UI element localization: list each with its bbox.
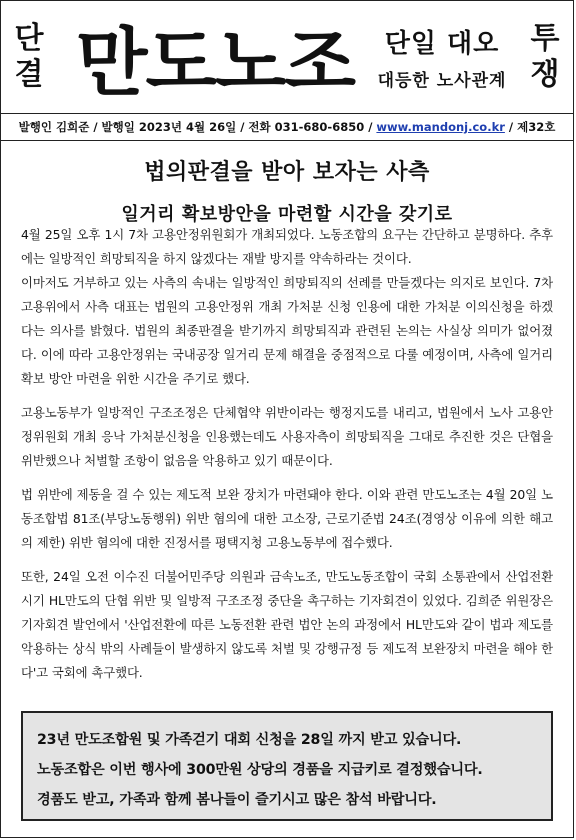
publisher: 발행인 김희준 [18,120,90,134]
notice-line-3: 경품도 받고, 가족과 함께 봄나들이 즐기시고 많은 참석 바랍니다. [37,792,437,808]
left-char-1: 단 [14,21,44,56]
right-char-2: 쟁 [530,57,560,92]
paragraph-5: 또한, 24일 오전 이수진 더불어민주당 의원과 금속노조, 만도노동조합이 국회 소통관에서 산업전환 시기 HL만도의 단협 위반 및 일방적 구조조정 중단을 촉구하는 기자회견이 있었다. 김희준 위원장은 기자회견 발언에서 '산업전환에 따른 노동전환 관련 법안 논의 과정에서 HL만도와 같이 법과 제도를 악용하는 상식 밖의 사례들이 발생하지 않도록 처벌 및 강행규정 등 제도적 보완장치 마련을 해야 한다'고 국회에 촉구했다. [21,569,553,680]
motto-box [373,13,511,101]
article-body [21,223,553,695]
newsletter-title: 만도노조 [76,20,354,106]
phone: 전화 031-680-6850 [248,120,365,134]
motto-line-2: 대등한 노사관계 [377,71,507,91]
separator: / [368,120,373,134]
event-notice-box [21,711,553,821]
website-link[interactable]: www.mandonj.co.kr [376,120,505,134]
paragraph-1: 4월 25일 오후 1시 7차 고용안정위원회가 개최되었다. 노동조합의 요구는 간단하고 분명하다. 추후에는 일방적인 희망퇴직을 하지 않겠다는 재발 방지를 약속하라는 것이다. [21,227,553,266]
masthead-right-vertical-text [523,5,567,109]
right-char-1: 투 [530,21,560,56]
paragraph-4: 법 위반에 제동을 걸 수 있는 제도적 보완 장치가 마련돼야 한다. 이와 관련 만도노조는 4월 20일 노동조합법 81조(부당노동행위) 위반 혐의에 대한 고소장, 근로기준법 24조(경영상 이유에 의한 해고의 제한) 위반 혐의에 대한 진정서를 평택지청 고용노동부에 접수했다. [21,487,553,550]
motto-line-1: 단일 대오 [384,29,500,59]
subheadline: 일거리 확보방안을 마련할 시간을 갖기로 [121,204,453,225]
issue-number: 제32호 [517,120,556,134]
masthead [1,1,573,114]
left-char-2: 결 [14,57,44,92]
separator: / [240,120,245,134]
publish-date: 발행일 2023년 4월 26일 [101,120,237,134]
headline: 법의판결을 받아 보자는 사측 [144,160,430,185]
paragraph-3: 고용노동부가 일방적인 구조조정은 단체협약 위반이라는 행정지도를 내리고, 법원에서 노사 고용안정위원회 개최 응낙 가처분신청을 인용했는데도 사용자측이 희망퇴직을 그대로 추진한 것은 단협을 위반했으나 처벌할 조항이 없음을 악용하고 있기 때문이다. [21,405,553,468]
notice-line-2: 노동조합은 이번 행사에 300만원 상당의 경품을 지급키로 결정했습니다. [37,762,483,778]
publication-info-bar [1,114,573,141]
masthead-left-vertical-text [7,5,51,109]
separator: / [508,120,514,134]
separator: / [93,120,98,134]
paragraph-2: 이마저도 거부하고 있는 사측의 속내는 일방적인 희망퇴직의 선례를 만들겠다는 의지로 보인다. 7차 고용위에서 사측 대표는 법원의 고용안정위 개최 가처분 신청 인용에 대한 가처분 이의신청을 하겠다는 의사를 밝혔다. 법원의 최종판결을 받기까지 희망퇴직과 관련된 논의는 사실상 의미가 없어졌다. 이에 따라 고용안정위는 국내공장 일거리 문제 해결을 중점적으로 다룰 예정이며, 사측에 일거리 확보 방안 마련을 위한 시간을 주기로 했다. [21,275,553,386]
notice-line-1: 23년 만도조합원 및 가족걷기 대회 신청을 28일 까지 받고 있습니다. [37,732,462,748]
